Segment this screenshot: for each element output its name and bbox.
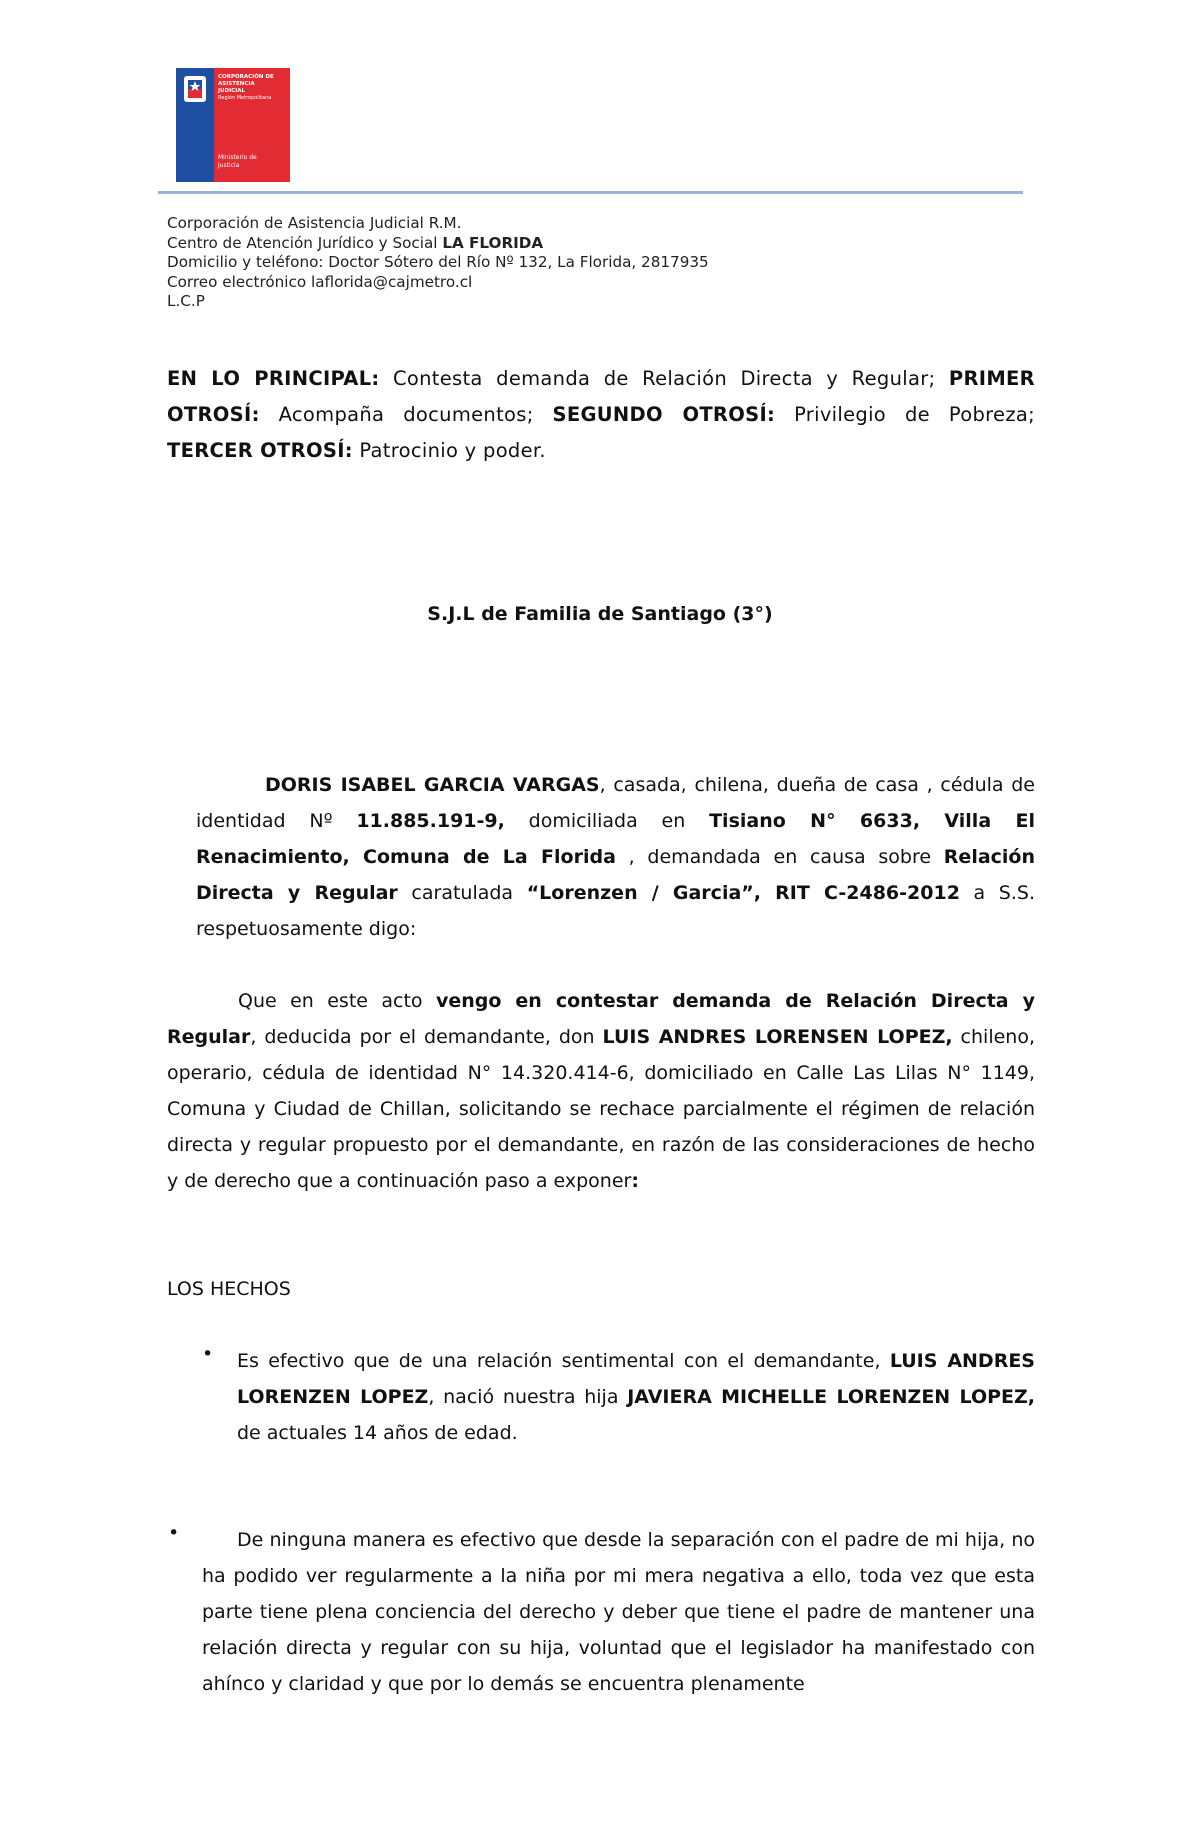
summary-principal-text: Contesta demanda de Relación Directa y Regular; (379, 367, 949, 390)
case-subject: Relación Directa y Regular (196, 846, 1036, 904)
header-line-2-text: Centro de Atención Jurídico y Social (167, 233, 443, 252)
summary-second-label: SEGUNDO OTROSÍ: (552, 403, 776, 426)
intro-text-2: domiciliada en (504, 810, 710, 832)
header-line-3: Domicilio y teléfono: Doctor Sótero del Río Nº 132, La Florida, 2817935 (167, 253, 709, 271)
ministry-logo (176, 68, 290, 182)
case-caption: “Lorenzen / Garcia”, RIT C-2486-2012 (526, 882, 960, 904)
answer-paragraph (167, 983, 1035, 1199)
defendant-address: Tisiano N° 6633, Villa El Renacimiento, Comuna de La Florida (196, 810, 1035, 868)
office-header (167, 214, 709, 312)
answer-text-3: chileno, operario, cédula de identidad N° 14.320.414-6, domiciliado en Calle Las Lilas N° 1149, Comuna y Ciudad de Chillan, solicitando se rechace parcialmente el régimen de relación directa y regular propuesto por el demandante, en razón de las consideraciones de hecho y de derecho que a continuación paso a exponer (167, 1026, 1036, 1192)
defendant-name: DORIS ISABEL GARCIA VARGAS (265, 774, 600, 796)
bullet-1-text (237, 1343, 1035, 1451)
answer-bold-1: vengo en contestar demanda de Relación Directa y Regular (167, 990, 1035, 1048)
logo-ministry-2: Justicia (218, 162, 240, 169)
intro-text-5: a S.S. respetuosamente digo: (196, 882, 1035, 940)
logo-text-1: CORPORACIÓN DE (218, 74, 274, 80)
bullet-2-text: De ninguna manera es efectivo que desde la separación con el padre de mi hija, no ha podido ver regularmente a la niña por mi mera negativa a ello, toda vez que esta parte tiene plena conciencia del derecho y deber que tiene el padre de mantener una relación directa y regular con su hija, voluntad que el legislador ha manifestado con ahínco y claridad y que por lo demás se encuentra plenamente (202, 1529, 1035, 1695)
intro-text-3: , demandada en causa sobre (615, 846, 944, 868)
summary-first-label: PRIMER OTROSÍ: (167, 367, 1035, 426)
logo-text-4: Región Metropolitana (218, 95, 272, 101)
header-line-1: Corporación de Asistencia Judicial R.M. (167, 214, 462, 232)
logo-ministry-1: Ministerio de (218, 154, 257, 161)
logo-text-3: JUDICIAL (218, 88, 245, 94)
bullet-1-father: LUIS ANDRES LORENZEN LOPEZ (237, 1350, 1035, 1408)
header-office-name: LA FLORIDA (442, 233, 544, 252)
bullet-1-text-2: , nació nuestra hija (428, 1386, 628, 1408)
bullet-2-marker: • (168, 1522, 180, 1544)
intro-text-4: caratulada (397, 882, 527, 904)
bullet-1-text-3: de actuales 14 años de edad. (237, 1422, 518, 1444)
summary-first-text: Acompaña documentos; (259, 403, 553, 426)
header-divider (158, 191, 1023, 194)
header-line-5: L.C.P (167, 292, 205, 310)
defendant-rut: 11.885.191-9, (356, 810, 505, 832)
summary-paragraph (167, 361, 1035, 469)
header-line-2 (167, 234, 709, 254)
bullet-1-daughter: JAVIERA MICHELLE LORENZEN LOPEZ, (627, 1386, 1035, 1408)
bullet-1-text-1: Es efectivo que de una relación sentimental con el demandante, (237, 1350, 890, 1372)
plaintiff-name: LUIS ANDRES LORENSEN LOPEZ, (602, 1026, 953, 1048)
summary-third-text: Patrocinio y poder. (352, 439, 546, 462)
section-title-hechos: LOS HECHOS (167, 1278, 291, 1300)
answer-colon: : (631, 1170, 639, 1192)
intro-text-1: , casada, chilena, dueña de casa , cédula de identidad Nº (196, 774, 1036, 832)
logo-text-2: ASISTENCIA (218, 81, 255, 87)
header-line-4: Correo electrónico laflorida@cajmetro.cl (167, 272, 473, 291)
summary-third-label: TERCER OTROSÍ: (167, 439, 353, 462)
summary-principal-label: EN LO PRINCIPAL: (167, 367, 380, 390)
court-heading: S.J.L de Familia de Santiago (3°) (427, 603, 773, 625)
intro-paragraph (196, 767, 1035, 947)
answer-text-2: , deducida por el demandante, don (250, 1026, 603, 1048)
summary-second-text: Privilegio de Pobreza; (775, 403, 1035, 426)
answer-text-1: Que en este acto (238, 990, 436, 1012)
bullet-1-marker: • (202, 1343, 214, 1365)
